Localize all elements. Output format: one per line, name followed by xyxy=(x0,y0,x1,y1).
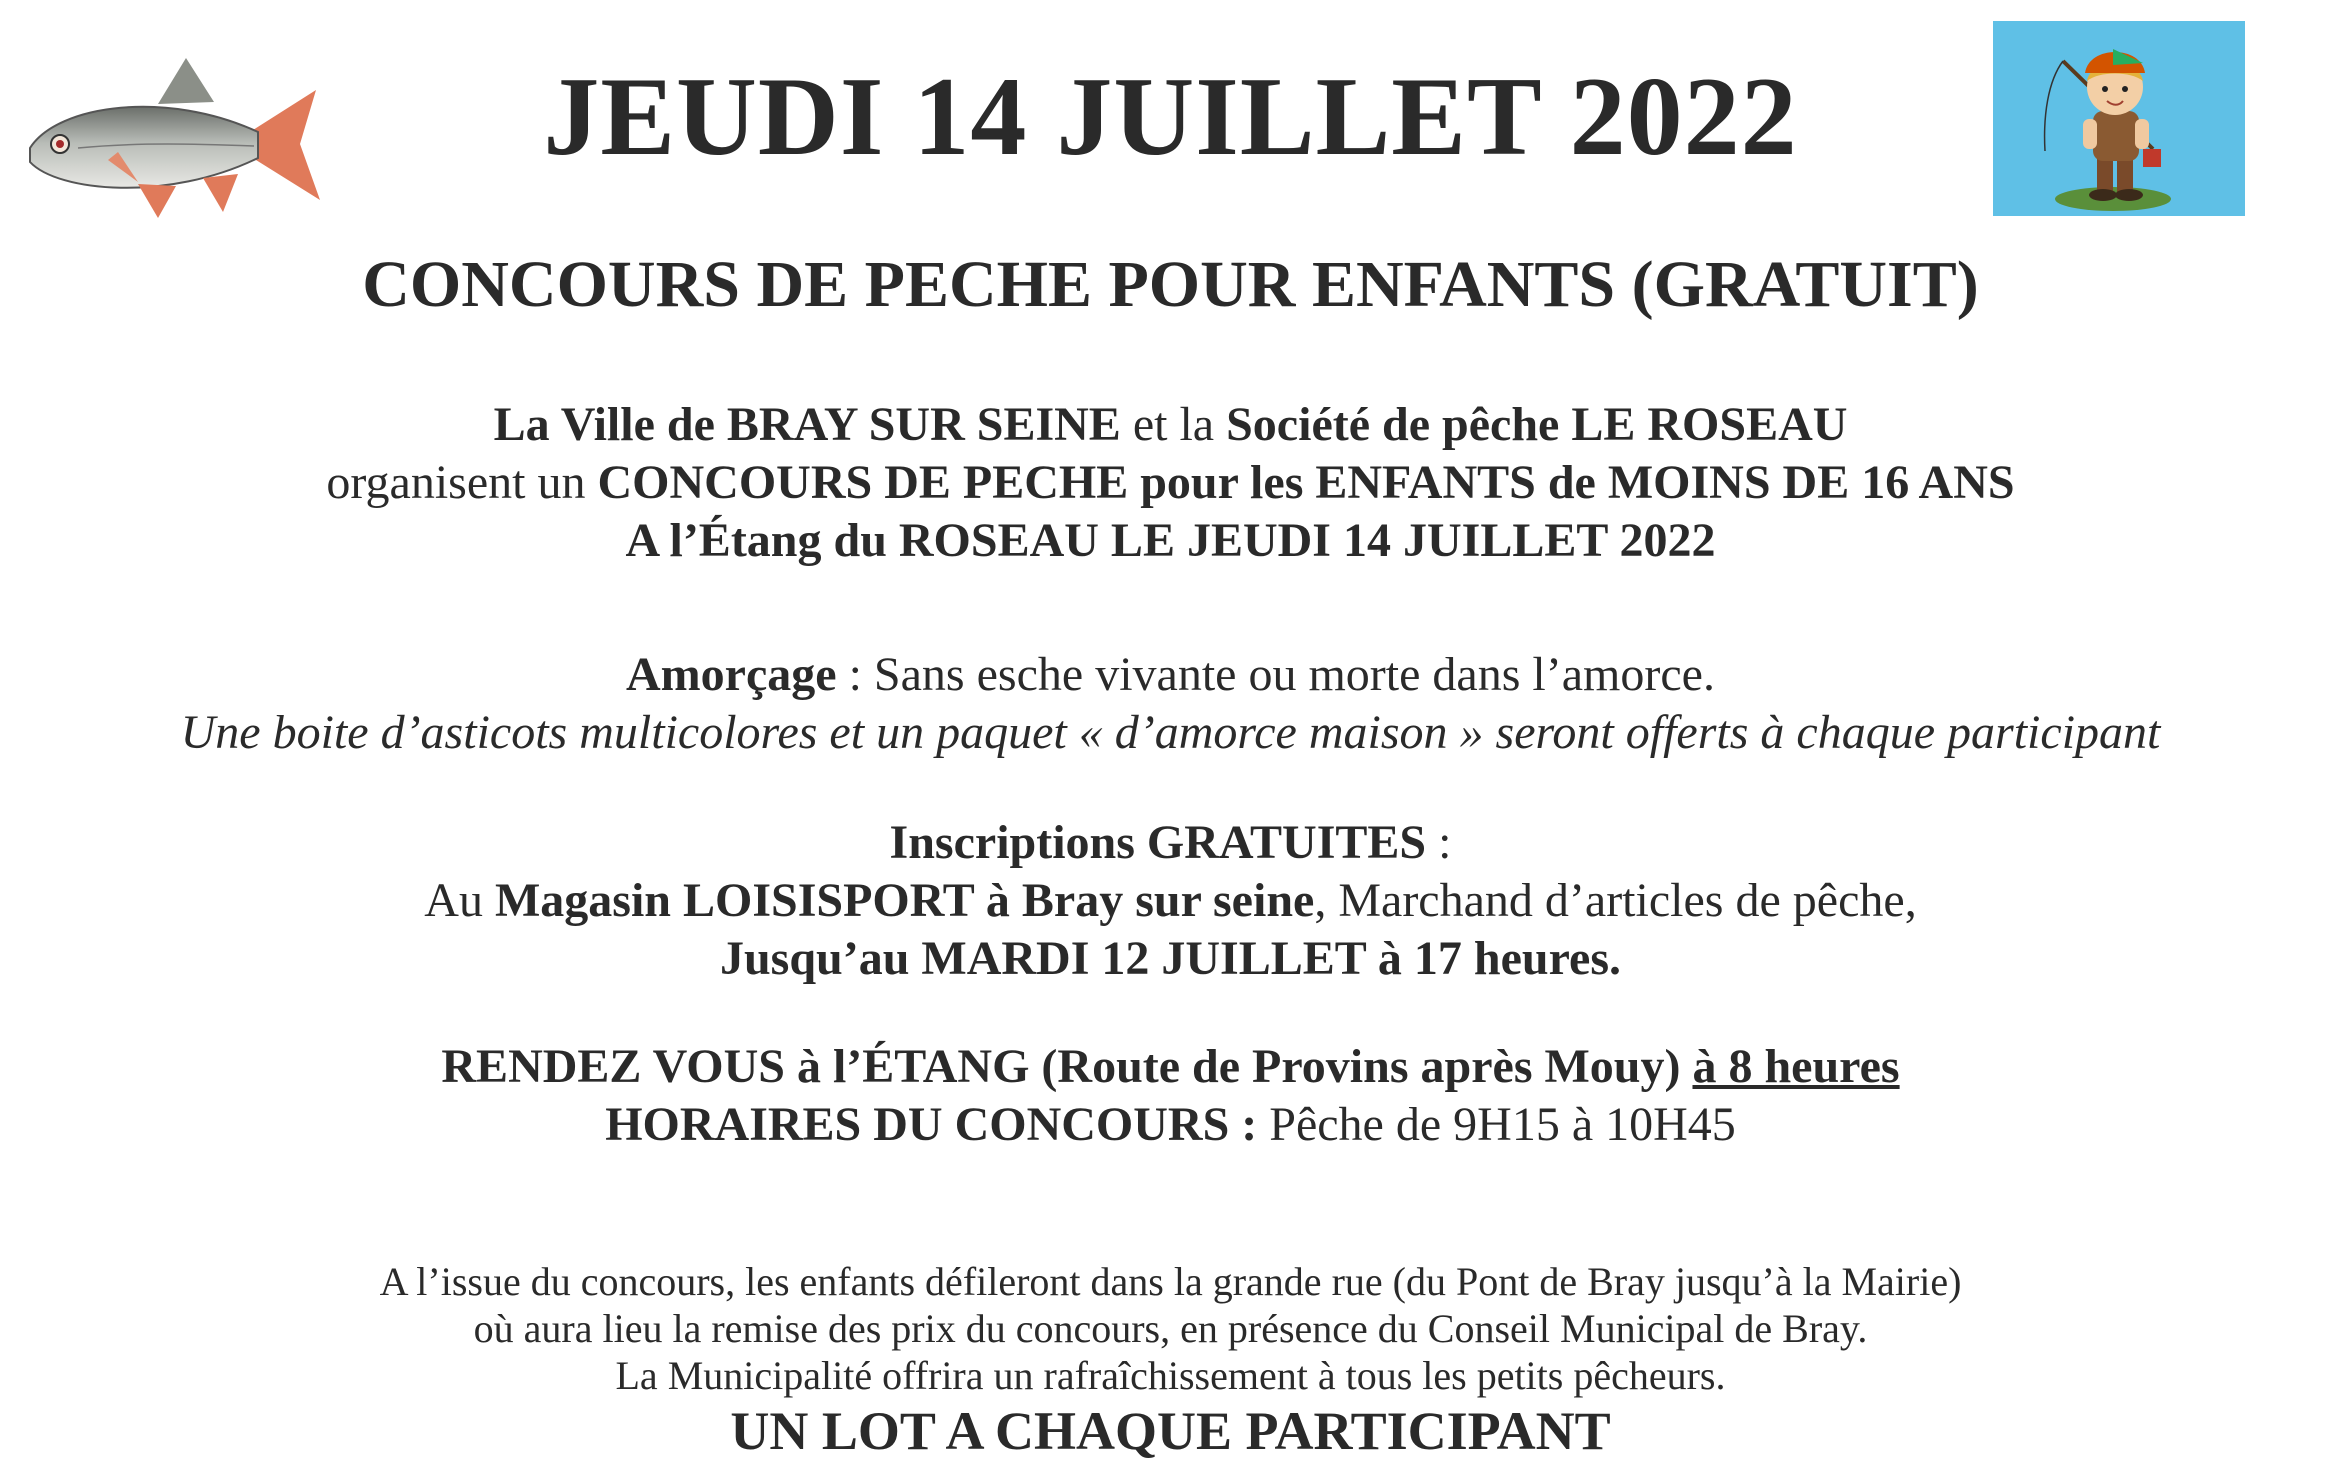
registration-title: Inscriptions GRATUITES xyxy=(889,816,1427,869)
bait-paragraph xyxy=(0,646,2341,762)
schedule-line xyxy=(0,1096,2341,1154)
registration-deadline: Jusqu’au MARDI 12 JUILLET à 17 heures. xyxy=(719,932,1622,985)
intro-line-1 xyxy=(0,396,2341,454)
bait-offer: Une boite d’asticots multicolores et un paquet « d’amorce maison » seront offerts à chaque participant xyxy=(180,706,2161,759)
meeting-line xyxy=(0,1038,2341,1096)
schedule-label: HORAIRES DU CONCOURS : xyxy=(605,1098,1258,1151)
meeting-place: RENDEZ VOUS à l’ÉTANG (Route de Provins après Mouy) xyxy=(441,1040,1693,1093)
bait-label: Amorçage xyxy=(626,648,837,701)
closing-paragraph xyxy=(0,1258,2341,1399)
organizer-society: Société de pêche LE ROSEAU xyxy=(1226,398,1848,451)
intro-connector: et la xyxy=(1120,398,1227,451)
intro-line-2 xyxy=(0,454,2341,512)
organizer-city: La Ville de BRAY SUR SEINE xyxy=(493,398,1121,451)
closing-line-3: La Municipalité offrira un rafraîchissement à tous les petits pêcheurs. xyxy=(615,1353,1726,1398)
schedule-hours: Pêche de 9H15 à 10H45 xyxy=(1257,1098,1736,1151)
registration-deadline-line xyxy=(0,930,2341,988)
registration-shop-desc: , Marchand d’articles de pêche, xyxy=(1314,874,1917,927)
closing-line-2: où aura lieu la remise des prix du concours, en présence du Conseil Municipal de Bray. xyxy=(473,1306,1868,1351)
page-title: JEUDI 14 JUILLET 2022 xyxy=(543,55,1798,179)
contest-location-date: A l’Étang du ROSEAU LE JEUDI 14 JUILLET 2022 xyxy=(625,514,1716,567)
contest-description: CONCOURS DE PECHE pour les ENFANTS de MOINS DE 16 ANS xyxy=(597,456,2015,509)
meeting-time: à 8 heures xyxy=(1692,1040,1900,1093)
registration-shop: Magasin LOISISPORT à Bray sur seine xyxy=(494,874,1315,927)
intro-paragraph xyxy=(0,396,2341,570)
registration-paragraph xyxy=(0,814,2341,988)
event-subtitle: CONCOURS DE PECHE POUR ENFANTS (GRATUIT) xyxy=(362,248,1979,321)
registration-title-line xyxy=(0,814,2341,872)
bait-rule-line xyxy=(0,646,2341,704)
registration-place-line xyxy=(0,872,2341,930)
prize-announcement: UN LOT A CHAQUE PARTICIPANT xyxy=(730,1401,1611,1461)
registration-prefix: Au xyxy=(424,874,495,927)
intro-verb: organisent un xyxy=(326,456,598,509)
closing-line-1: A l’issue du concours, les enfants défileront dans la grande rue (du Pont de Bray jusqu’à la Mairie) xyxy=(379,1259,1962,1304)
bait-rule: : Sans esche vivante ou morte dans l’amorce. xyxy=(836,648,1715,701)
registration-colon: : xyxy=(1426,816,1452,869)
intro-line-3 xyxy=(0,512,2341,570)
meeting-paragraph xyxy=(0,1038,2341,1154)
